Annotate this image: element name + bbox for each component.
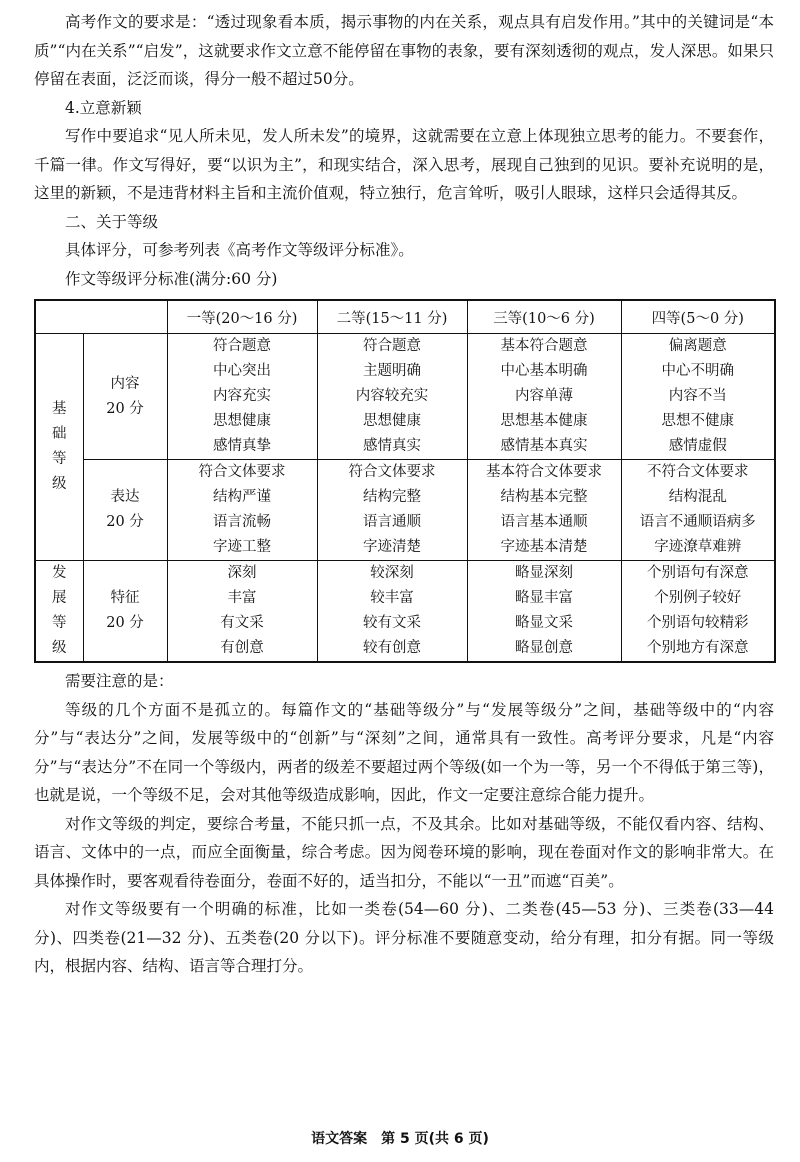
paragraph-judgement: 对作文等级的判定，要综合考量，不能只抓一点，不及其余。比如对基础等级，不能仅看内容、结构、语言、文体中的一点，而应全面衡量，综合考虑。因为阅卷环境的影响，现在卷面对作文的影响非常大。在具体操作时，要客观看待卷面分，卷面不好的，适当扣分，不能以“一丑”而遮“百美”。	[34, 814, 774, 890]
group-basic-level: 基 础 等 级	[35, 334, 83, 561]
paragraph-novel-idea: 写作中要追求“见人所未见，发人所未发”的境界，这就需要在立意上体现独立思考的能力。不要套作，千篇一律。作文写得好，要“以识为主”，和现实结合，深入思考，展现自己独到的见识。要补充说明的是，这里的新颖，不是违背材料主旨和主流价值观，特立独行，危言耸听，吸引人眼球，这样只会适得其反。	[34, 127, 774, 202]
table-caption: 作文等级评分标准(满分:60 分)	[65, 269, 278, 288]
table-row-features	[35, 561, 775, 663]
header-grade-4: 四等(5～0 分)	[621, 300, 775, 334]
table-cell: 不符合文体要求 结构混乱 语言不通顺语病多 字迹潦草难辨	[621, 460, 775, 561]
table-cell: 符合题意 中心突出 内容充实 思想健康 感情真挚	[167, 334, 317, 460]
paragraph-essay-requirement: 高考作文的要求是：“透过现象看本质，揭示事物的内在关系，观点具有启发作用。”其中的关键词是“本质”“内在关系”“启发”，这就要求作文立意不能停留在事物的表象，要有深刻透彻的观点，发人深思。如果只停留在表面，泛泛而谈，得分一般不超过50分。	[34, 13, 774, 88]
table-cell: 符合题意 主题明确 内容较充实 思想健康 感情真实	[317, 334, 467, 460]
header-grade-1: 一等(20～16 分)	[167, 300, 317, 334]
table-cell: 符合文体要求 结构严谨 语言流畅 字迹工整	[167, 460, 317, 561]
section-heading-grades: 二、关于等级	[65, 212, 159, 231]
table-cell: 基本符合文体要求 结构基本完整 语言基本通顺 字迹基本清楚	[467, 460, 621, 561]
table-row-expression	[35, 460, 775, 561]
header-grade-3: 三等(10～6 分)	[467, 300, 621, 334]
table-cell: 较深刻 较丰富 较有文采 较有创意	[317, 561, 467, 663]
intro-line: 具体评分，可参考列表《高考作文等级评分标准》。	[65, 241, 414, 259]
table-cell: 略显深刻 略显丰富 略显文采 略显创意	[467, 561, 621, 663]
table-row-content	[35, 334, 775, 460]
table-cell: 个别语句有深意 个别例子较好 个别语句较精彩 个别地方有深意	[621, 561, 775, 663]
note-heading: 需要注意的是：	[65, 672, 174, 690]
page-footer: 语文答案 第 5 页(共 6 页)	[311, 1131, 489, 1147]
row-label-features: 特征 20 分	[83, 561, 167, 663]
heading-novel-idea: 4.立意新颖	[65, 98, 142, 117]
table-cell: 深刻 丰富 有文采 有创意	[167, 561, 317, 663]
answer-page	[34, 8, 774, 981]
group-development-level: 发 展 等 级	[35, 561, 83, 663]
table-cell: 基本符合题意 中心基本明确 内容单薄 思想基本健康 感情基本真实	[467, 334, 621, 460]
header-blank	[35, 300, 167, 334]
table-header-row	[35, 300, 775, 334]
grading-table	[34, 299, 776, 663]
row-label-expression: 表达 20 分	[83, 460, 167, 561]
table-cell: 符合文体要求 结构完整 语言通顺 字迹清楚	[317, 460, 467, 561]
row-label-content: 内容 20 分	[83, 334, 167, 460]
header-grade-2: 二等(15～11 分)	[317, 300, 467, 334]
table-cell: 偏离题意 中心不明确 内容不当 思想不健康 感情虚假	[621, 334, 775, 460]
paragraph-standards: 对作文等级要有一个明确的标准，比如一类卷(54—60 分)、二类卷(45—53 分)、三类卷(33—44 分)、四类卷(21—32 分)、五类卷(20 分以下)。评分标准不要随意变动，给分有理，扣分有据。同一等级内，根据内容、结构、语言等合理打分。	[34, 900, 774, 975]
paragraph-consistency: 等级的几个方面不是孤立的。每篇作文的“基础等级分”与“发展等级分”之间，基础等级中的“内容分”与“表达分”之间，发展等级中的“创新”与“深刻”之间，通常具有一致性。高考评分要求，凡是“内容分”与“表达分”不在同一个等级内，两者的级差不要超过两个等级(如一个为一等，另一个不得低于第三等)，也就是说，一个等级不足，会对其他等级造成影响，因此，作文一定要注意综合能力提升。	[34, 700, 774, 804]
